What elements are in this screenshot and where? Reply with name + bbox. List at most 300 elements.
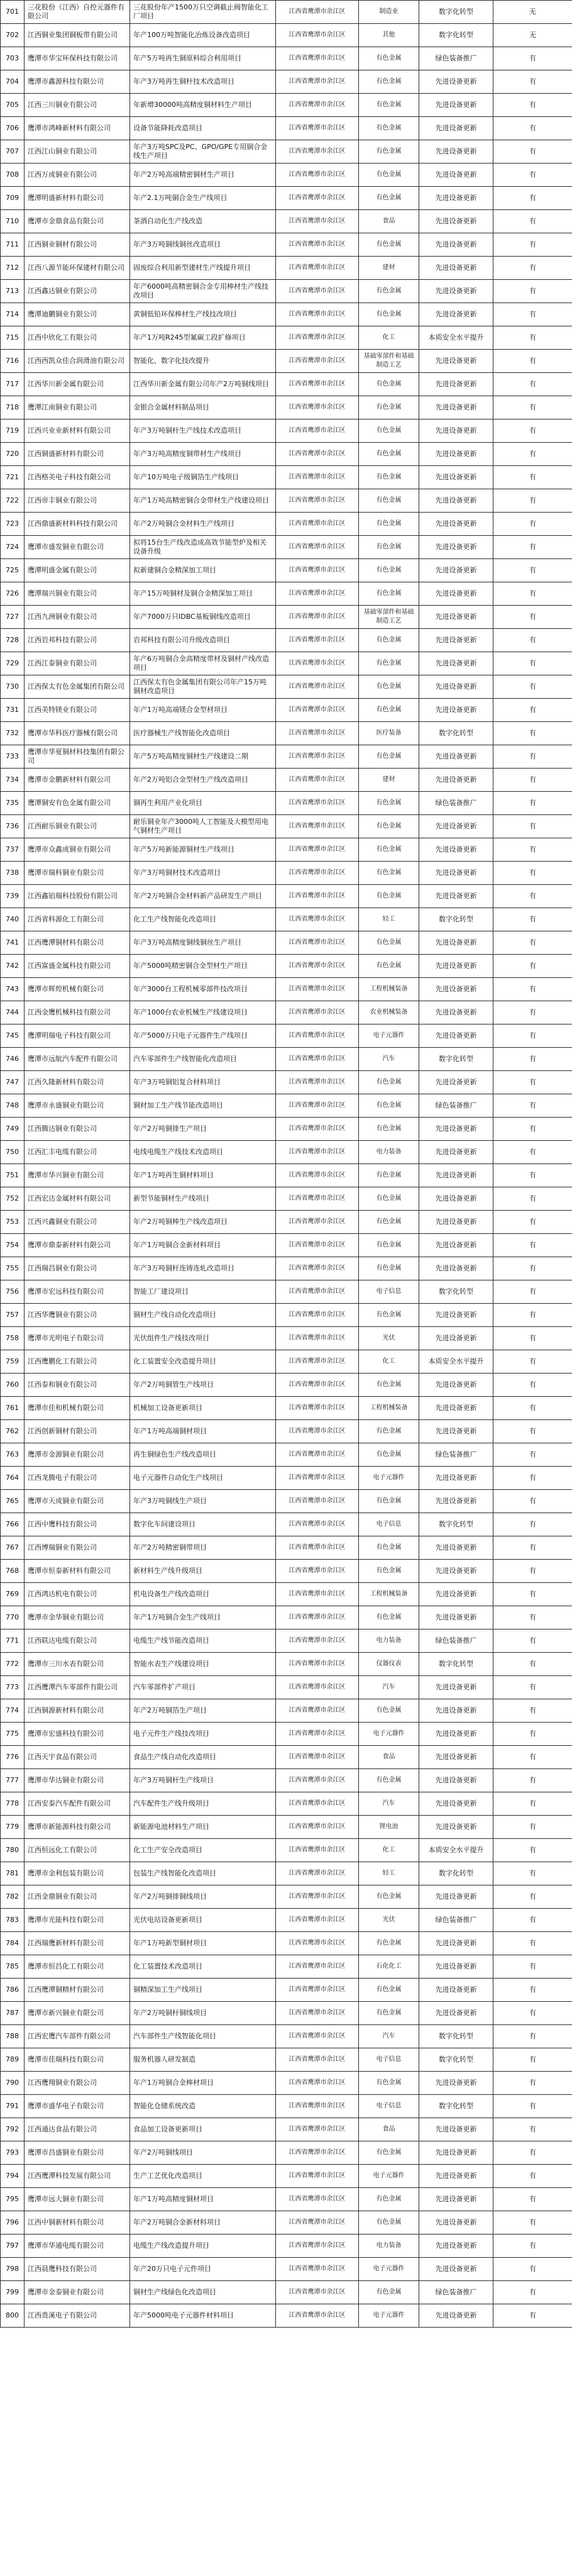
project-type-cell: 先进设备更新 <box>419 70 493 94</box>
row-index-cell: 769 <box>1 1583 25 1606</box>
location-cell: 江西省鹰潭市余江区 <box>276 1164 359 1187</box>
project-type-cell: 先进设备更新 <box>419 652 493 675</box>
table-row <box>1 1723 572 1746</box>
project-name-cell: 光伏组件生产线技改项目 <box>130 1327 276 1350</box>
row-index-cell: 761 <box>1 1397 25 1420</box>
location-cell: 江西省鹰潭市余江区 <box>276 2258 359 2281</box>
location-cell: 江西省鹰潭市余江区 <box>276 606 359 629</box>
project-name-cell: 年产2万吨铜合金新材料项目 <box>130 2211 276 2235</box>
table-row <box>1 117 572 140</box>
company-name-cell: 江西耐乐铜业有限公司 <box>25 815 130 838</box>
industry-cell: 有色金属 <box>359 47 419 70</box>
company-name-cell: 鹰潭市宏远科技有限公司 <box>25 1280 130 1304</box>
project-name-cell: 新材料生产线升级项目 <box>130 1560 276 1583</box>
location-cell: 江西省鹰潭市余江区 <box>276 722 359 745</box>
row-index-cell: 767 <box>1 1536 25 1560</box>
location-cell: 江西省鹰潭市余江区 <box>276 675 359 699</box>
in-library-cell: 有 <box>493 1816 572 1839</box>
row-index-cell: 791 <box>1 2095 25 2118</box>
row-index-cell: 710 <box>1 210 25 233</box>
project-type-cell: 数字化转型 <box>419 2095 493 2118</box>
industry-cell: 有色金属 <box>359 2072 419 2095</box>
project-type-cell: 先进设备更新 <box>419 164 493 187</box>
company-name-cell: 鹰潭市远航汽车配件有限公司 <box>25 1048 130 1071</box>
project-name-cell: 年产1万吨新型铜材项目 <box>130 1932 276 1955</box>
location-cell: 江西省鹰潭市余江区 <box>276 582 359 606</box>
project-name-cell: 设备节能降耗改造项目 <box>130 117 276 140</box>
in-library-cell: 有 <box>493 443 572 466</box>
row-index-cell: 715 <box>1 326 25 350</box>
industry-cell: 有色金属 <box>359 559 419 582</box>
in-library-cell: 有 <box>493 1909 572 1932</box>
company-name-cell: 鹰潭市众鑫成铜业有限公司 <box>25 838 130 862</box>
location-cell: 江西省鹰潭市余江区 <box>276 1932 359 1955</box>
project-type-cell: 先进设备更新 <box>419 2235 493 2258</box>
location-cell: 江西省鹰潭市余江区 <box>276 2072 359 2095</box>
project-name-cell: 年产6万吨铜合金高精度带材及铜材产线改造项目 <box>130 652 276 675</box>
location-cell: 江西省鹰潭市余江区 <box>276 2235 359 2258</box>
project-name-cell: 年产5000吨电子元器件材料项目 <box>130 2304 276 2328</box>
project-type-cell: 先进设备更新 <box>419 257 493 280</box>
in-library-cell: 有 <box>493 675 572 699</box>
project-name-cell: 智能化仓储系统改造 <box>130 2095 276 2118</box>
industry-cell: 有色金属 <box>359 70 419 94</box>
in-library-cell: 有 <box>493 489 572 513</box>
industry-cell: 有色金属 <box>359 1420 419 1443</box>
table-row <box>1 1955 572 1979</box>
project-name-cell: 年产15万吨铜材及铜合金精深加工项目 <box>130 582 276 606</box>
company-name-cell: 江西格美电子科技有限公司 <box>25 466 130 489</box>
in-library-cell: 有 <box>493 280 572 303</box>
row-index-cell: 738 <box>1 862 25 885</box>
industry-cell: 医疗装备 <box>359 722 419 745</box>
location-cell: 江西省鹰潭市余江区 <box>276 2118 359 2141</box>
location-cell: 江西省鹰潭市余江区 <box>276 838 359 862</box>
row-index-cell: 719 <box>1 419 25 443</box>
project-type-cell: 数字化转型 <box>419 1653 493 1676</box>
row-index-cell: 753 <box>1 1211 25 1234</box>
location-cell: 江西省鹰潭市余江区 <box>276 629 359 652</box>
project-name-cell: 智能水表生产线建设项目 <box>130 1653 276 1676</box>
company-name-cell: 江西宏达金属材料有限公司 <box>25 1187 130 1211</box>
project-type-cell: 绿色装备推广 <box>419 2281 493 2304</box>
table-row <box>1 1676 572 1699</box>
industry-cell: 电子元器件 <box>359 1024 419 1048</box>
project-type-cell: 绿色装备推广 <box>419 47 493 70</box>
company-name-cell: 江西岩邦科技有限公司 <box>25 629 130 652</box>
location-cell: 江西省鹰潭市余江区 <box>276 466 359 489</box>
company-name-cell: 江西久隆新材料有限公司 <box>25 1071 130 1094</box>
project-type-cell: 先进设备更新 <box>419 1001 493 1024</box>
location-cell: 江西省鹰潭市余江区 <box>276 1001 359 1024</box>
table-row <box>1 1350 572 1374</box>
project-name-cell: 年产5万吨高精度铜材生产线建设二期 <box>130 745 276 769</box>
table-row <box>1 2304 572 2328</box>
project-type-cell: 先进设备更新 <box>419 1024 493 1048</box>
location-cell: 江西省鹰潭市余江区 <box>276 1187 359 1211</box>
in-library-cell: 有 <box>493 2281 572 2304</box>
row-index-cell: 744 <box>1 1001 25 1024</box>
row-index-cell: 795 <box>1 2188 25 2211</box>
project-type-cell: 绿色装备推广 <box>419 792 493 815</box>
project-name-cell: 江西华川新金属有限公司年产2万吨铜线项目 <box>130 373 276 396</box>
row-index-cell: 742 <box>1 955 25 978</box>
project-type-cell: 先进设备更新 <box>419 1374 493 1397</box>
row-index-cell: 739 <box>1 885 25 908</box>
project-type-cell: 先进设备更新 <box>419 1932 493 1955</box>
industry-cell: 电子元器件 <box>359 2165 419 2188</box>
project-type-cell: 先进设备更新 <box>419 1560 493 1583</box>
in-library-cell: 有 <box>493 419 572 443</box>
project-type-cell: 先进设备更新 <box>419 94 493 117</box>
project-name-cell: 汽车配件生产线升级项目 <box>130 1792 276 1816</box>
table-row <box>1 838 572 862</box>
project-type-cell: 先进设备更新 <box>419 931 493 955</box>
company-name-cell: 江西汇丰电缆有限公司 <box>25 1141 130 1164</box>
in-library-cell: 有 <box>493 862 572 885</box>
location-cell: 江西省鹰潭市余江区 <box>276 745 359 769</box>
in-library-cell: 有 <box>493 559 572 582</box>
table-row <box>1 885 572 908</box>
project-name-cell: 化工生产线智能化改造项目 <box>130 908 276 931</box>
in-library-cell: 有 <box>493 373 572 396</box>
industry-cell: 电子信息 <box>359 1513 419 1536</box>
company-name-cell: 鹰潭明盛金属有限公司 <box>25 559 130 582</box>
project-type-cell: 绿色装备推广 <box>419 1629 493 1653</box>
in-library-cell: 有 <box>493 1490 572 1513</box>
in-library-cell: 有 <box>493 792 572 815</box>
project-name-cell: 智能化、数字化技改提升 <box>130 350 276 373</box>
location-cell: 江西省鹰潭市余江区 <box>276 513 359 536</box>
industry-cell: 电力装备 <box>359 1629 419 1653</box>
project-name-cell: 电缆生产线改造提升项目 <box>130 2235 276 2258</box>
table-row <box>1 233 572 257</box>
in-library-cell: 无 <box>493 1 572 24</box>
in-library-cell: 有 <box>493 1443 572 1467</box>
project-type-cell: 先进设备更新 <box>419 862 493 885</box>
company-name-cell: 江西铜盛新材料有限公司 <box>25 443 130 466</box>
in-library-cell: 有 <box>493 2165 572 2188</box>
in-library-cell: 有 <box>493 885 572 908</box>
location-cell: 江西省鹰潭市余江区 <box>276 699 359 722</box>
company-name-cell: 鹰潭市新能源科技有限公司 <box>25 1816 130 1839</box>
table-row <box>1 1234 572 1257</box>
row-index-cell: 743 <box>1 978 25 1001</box>
project-name-cell: 年产1万吨高端镁合金型材项目 <box>130 699 276 722</box>
project-type-cell: 先进设备更新 <box>419 1885 493 1909</box>
industry-cell: 汽车 <box>359 1676 419 1699</box>
company-name-cell: 江西中铜新材料有限公司 <box>25 2211 130 2235</box>
in-library-cell: 有 <box>493 2304 572 2328</box>
in-library-cell: 有 <box>493 1513 572 1536</box>
company-name-cell: 江西华鹰铜业有限公司 <box>25 1304 130 1327</box>
location-cell: 江西省鹰潭市余江区 <box>276 1606 359 1629</box>
project-type-cell: 先进设备更新 <box>419 1118 493 1141</box>
industry-cell: 工程机械装备 <box>359 1583 419 1606</box>
in-library-cell: 有 <box>493 1118 572 1141</box>
industry-cell: 有色金属 <box>359 280 419 303</box>
table-row <box>1 210 572 233</box>
project-type-cell: 数字化转型 <box>419 908 493 931</box>
project-type-cell: 先进设备更新 <box>419 885 493 908</box>
location-cell: 江西省鹰潭市余江区 <box>276 2048 359 2072</box>
row-index-cell: 770 <box>1 1606 25 1629</box>
location-cell: 江西省鹰潭市余江区 <box>276 862 359 885</box>
project-name-cell: 年新增30000吨高精度铜材料生产项目 <box>130 94 276 117</box>
industry-cell: 有色金属 <box>359 373 419 396</box>
row-index-cell: 717 <box>1 373 25 396</box>
project-type-cell: 先进设备更新 <box>419 419 493 443</box>
company-name-cell: 鹰潭市华科医疗器械有限公司 <box>25 722 130 745</box>
in-library-cell: 有 <box>493 745 572 769</box>
in-library-cell: 有 <box>493 931 572 955</box>
row-index-cell: 709 <box>1 187 25 210</box>
company-name-cell: 江西鹰鹏化工有限公司 <box>25 1350 130 1374</box>
project-type-cell: 先进设备更新 <box>419 280 493 303</box>
in-library-cell: 有 <box>493 350 572 373</box>
table-row <box>1 1932 572 1955</box>
location-cell: 江西省鹰潭市余江区 <box>276 536 359 559</box>
project-type-cell: 先进设备更新 <box>419 1676 493 1699</box>
project-name-cell: 年产5000吨精密铜合金型材生产项目 <box>130 955 276 978</box>
location-cell: 江西省鹰潭市余江区 <box>276 70 359 94</box>
row-index-cell: 705 <box>1 94 25 117</box>
project-type-cell: 数字化转型 <box>419 1 493 24</box>
row-index-cell: 794 <box>1 2165 25 2188</box>
row-index-cell: 790 <box>1 2072 25 2095</box>
table-row <box>1 862 572 885</box>
project-name-cell: 拟将15台生产线改造成高效节能型炉及相关设备升级 <box>130 536 276 559</box>
table-row <box>1 745 572 769</box>
location-cell: 江西省鹰潭市余江区 <box>276 326 359 350</box>
project-name-cell: 金银合金属材料制品项目 <box>130 396 276 419</box>
location-cell: 江西省鹰潭市余江区 <box>276 419 359 443</box>
project-name-cell: 铜精深加工生产线项目 <box>130 1979 276 2002</box>
location-cell: 江西省鹰潭市余江区 <box>276 559 359 582</box>
project-name-cell: 年产3万吨高精度铜带材生产线项目 <box>130 443 276 466</box>
in-library-cell: 有 <box>493 629 572 652</box>
location-cell: 江西省鹰潭市余江区 <box>276 2141 359 2165</box>
in-library-cell: 有 <box>493 1932 572 1955</box>
project-name-cell: 年产1万吨R245型氟碳工段扩修项目 <box>130 326 276 350</box>
industry-cell: 有色金属 <box>359 1118 419 1141</box>
industry-cell: 有色金属 <box>359 1606 419 1629</box>
table-row <box>1 1374 572 1397</box>
company-name-cell: 江西龙腾电子有限公司 <box>25 1467 130 1490</box>
project-name-cell: 年产1万吨再生铜材料项目 <box>130 1164 276 1187</box>
industry-cell: 有色金属 <box>359 1071 419 1094</box>
in-library-cell: 有 <box>493 1141 572 1164</box>
industry-cell: 有色金属 <box>359 1211 419 1234</box>
industry-cell: 电子元器件 <box>359 2304 419 2328</box>
project-name-cell: 化工生产安全改造项目 <box>130 1839 276 1862</box>
project-type-cell: 先进设备更新 <box>419 1490 493 1513</box>
industry-cell: 有色金属 <box>359 1536 419 1560</box>
industry-cell: 工程机械装备 <box>359 978 419 1001</box>
company-name-cell: 鹰潭市金鹏新材料有限公司 <box>25 769 130 792</box>
in-library-cell: 有 <box>493 2258 572 2281</box>
row-index-cell: 759 <box>1 1350 25 1374</box>
industry-cell: 光伏 <box>359 1909 419 1932</box>
location-cell: 江西省鹰潭市余江区 <box>276 931 359 955</box>
company-name-cell: 鹰潭市金利包装有限公司 <box>25 1862 130 1885</box>
row-index-cell: 754 <box>1 1234 25 1257</box>
row-index-cell: 772 <box>1 1653 25 1676</box>
project-name-cell: 机械加工设备更新项目 <box>130 1397 276 1420</box>
location-cell: 江西省鹰潭市余江区 <box>276 210 359 233</box>
company-name-cell: 江西鹰潭科技发展有限公司 <box>25 2165 130 2188</box>
row-index-cell: 777 <box>1 1769 25 1792</box>
location-cell: 江西省鹰潭市余江区 <box>276 1 359 24</box>
project-name-cell: 新能源电池材料生产项目 <box>130 1816 276 1839</box>
project-type-cell: 绿色装备推广 <box>419 1094 493 1118</box>
in-library-cell: 有 <box>493 1885 572 1909</box>
table-row <box>1 1769 572 1792</box>
project-name-cell: 年产1万吨铜合金生产线项目 <box>130 1606 276 1629</box>
location-cell: 江西省鹰潭市余江区 <box>276 1699 359 1723</box>
table-row <box>1 699 572 722</box>
location-cell: 江西省鹰潭市余江区 <box>276 1443 359 1467</box>
table-row <box>1 955 572 978</box>
table-row <box>1 1653 572 1676</box>
company-name-cell: 江西九洲铜业有限公司 <box>25 606 130 629</box>
project-name-cell: 光伏电站设备更新项目 <box>130 1909 276 1932</box>
industry-cell: 建材 <box>359 769 419 792</box>
in-library-cell: 有 <box>493 1699 572 1723</box>
in-library-cell: 有 <box>493 1606 572 1629</box>
table-row <box>1 1024 572 1048</box>
project-type-cell: 先进设备更新 <box>419 2002 493 2025</box>
project-name-cell: 电子元器件自动化生产线项目 <box>130 1467 276 1490</box>
project-name-cell: 黄铜低铅环保棒材生产线技改项目 <box>130 303 276 326</box>
project-name-cell: 岩邦科技有限公司升级改造项目 <box>130 629 276 652</box>
project-type-cell: 先进设备更新 <box>419 1979 493 2002</box>
location-cell: 江西省鹰潭市余江区 <box>276 2095 359 2118</box>
in-library-cell: 有 <box>493 1280 572 1304</box>
row-index-cell: 725 <box>1 559 25 582</box>
industry-cell: 有色金属 <box>359 466 419 489</box>
in-library-cell: 有 <box>493 1164 572 1187</box>
industry-cell: 农业机械装备 <box>359 1001 419 1024</box>
in-library-cell: 有 <box>493 2095 572 2118</box>
table-row <box>1 1141 572 1164</box>
industry-cell: 有色金属 <box>359 815 419 838</box>
location-cell: 江西省鹰潭市余江区 <box>276 1536 359 1560</box>
in-library-cell: 有 <box>493 1374 572 1397</box>
table-row <box>1 1164 572 1187</box>
industry-cell: 汽车 <box>359 1792 419 1816</box>
location-cell: 江西省鹰潭市余江区 <box>276 1653 359 1676</box>
location-cell: 江西省鹰潭市余江区 <box>276 187 359 210</box>
company-name-cell: 江西安泰汽车配件有限公司 <box>25 1792 130 1816</box>
company-name-cell: 江西贵溪电子有限公司 <box>25 2304 130 2328</box>
in-library-cell: 有 <box>493 2048 572 2072</box>
in-library-cell: 有 <box>493 70 572 94</box>
industry-cell: 有色金属 <box>359 838 419 862</box>
location-cell: 江西省鹰潭市余江区 <box>276 1420 359 1443</box>
location-cell: 江西省鹰潭市余江区 <box>276 1397 359 1420</box>
table-row <box>1 1513 572 1536</box>
company-name-cell: 江西兴业业新材料有限公司 <box>25 419 130 443</box>
in-library-cell: 有 <box>493 1583 572 1606</box>
project-name-cell: 汽车零部件生产线智能化改造项目 <box>130 1048 276 1071</box>
company-name-cell: 江西金鹰机械科技有限公司 <box>25 1001 130 1024</box>
in-library-cell: 有 <box>493 117 572 140</box>
location-cell: 江西省鹰潭市余江区 <box>276 1467 359 1490</box>
location-cell: 江西省鹰潭市余江区 <box>276 1560 359 1583</box>
project-type-cell: 先进设备更新 <box>419 1723 493 1746</box>
row-index-cell: 726 <box>1 582 25 606</box>
company-name-cell: 江西中鹰科技有限公司 <box>25 1513 130 1536</box>
table-row <box>1 1443 572 1467</box>
industry-cell: 有色金属 <box>359 582 419 606</box>
location-cell: 江西省鹰潭市余江区 <box>276 1118 359 1141</box>
company-name-cell: 鹰潭市盛华电子有限公司 <box>25 2095 130 2118</box>
project-type-cell: 先进设备更新 <box>419 838 493 862</box>
row-index-cell: 752 <box>1 1187 25 1211</box>
industry-cell: 电力装备 <box>359 2235 419 2258</box>
in-library-cell: 有 <box>493 1792 572 1816</box>
location-cell: 江西省鹰潭市余江区 <box>276 1909 359 1932</box>
industry-cell: 锂电池 <box>359 1816 419 1839</box>
table-row <box>1 1048 572 1071</box>
row-index-cell: 782 <box>1 1885 25 1909</box>
project-type-cell: 先进设备更新 <box>419 466 493 489</box>
table-row <box>1 1467 572 1490</box>
location-cell: 江西省鹰潭市余江区 <box>276 1211 359 1234</box>
location-cell: 江西省鹰潭市余江区 <box>276 2002 359 2025</box>
project-type-cell: 先进设备更新 <box>419 1583 493 1606</box>
project-name-cell: 三花股份年产1500万只空调截止阀智能化工厂项目 <box>130 1 276 24</box>
project-name-cell: 年产1万吨高精度铜材项目 <box>130 2188 276 2211</box>
row-index-cell: 756 <box>1 1280 25 1304</box>
company-name-cell: 鹰潭市光能科技有限公司 <box>25 1909 130 1932</box>
project-name-cell: 年产2万吨铜合金材料生产线项目 <box>130 513 276 536</box>
table-row <box>1 2025 572 2048</box>
row-index-cell: 800 <box>1 2304 25 2328</box>
project-type-cell: 数字化转型 <box>419 24 493 47</box>
row-index-cell: 718 <box>1 396 25 419</box>
row-index-cell: 784 <box>1 1932 25 1955</box>
project-type-cell: 数字化转型 <box>419 2025 493 2048</box>
company-name-cell: 江西瑞鹰新材料有限公司 <box>25 1932 130 1955</box>
industry-cell: 仪器仪表 <box>359 1653 419 1676</box>
project-name-cell: 数字化车间建设项目 <box>130 1513 276 1536</box>
in-library-cell: 有 <box>493 1234 572 1257</box>
row-index-cell: 723 <box>1 513 25 536</box>
in-library-cell: 有 <box>493 1955 572 1979</box>
industry-cell: 有色金属 <box>359 1560 419 1583</box>
industry-cell: 化工 <box>359 1350 419 1374</box>
in-library-cell: 有 <box>493 303 572 326</box>
project-type-cell: 先进设备更新 <box>419 1164 493 1187</box>
row-index-cell: 780 <box>1 1839 25 1862</box>
company-name-cell: 江西鹰潭铜精材有限公司 <box>25 1979 130 2002</box>
project-name-cell: 耐乐铜业年产3000吨人工智能及大模型用电气铜材生产项目 <box>130 815 276 838</box>
row-index-cell: 760 <box>1 1374 25 1397</box>
row-index-cell: 714 <box>1 303 25 326</box>
table-row <box>1 373 572 396</box>
location-cell: 江西省鹰潭市余江区 <box>276 1955 359 1979</box>
table-row <box>1 722 572 745</box>
table-row <box>1 1979 572 2002</box>
company-name-cell: 江西鑫达铜业有限公司 <box>25 280 130 303</box>
row-index-cell: 789 <box>1 2048 25 2072</box>
industry-cell: 有色金属 <box>359 140 419 164</box>
project-name-cell: 年产2万吨精密铜带项目 <box>130 1536 276 1560</box>
company-name-cell: 鹰潭市昌盛铜业有限公司 <box>25 2141 130 2165</box>
table-row <box>1 1560 572 1583</box>
